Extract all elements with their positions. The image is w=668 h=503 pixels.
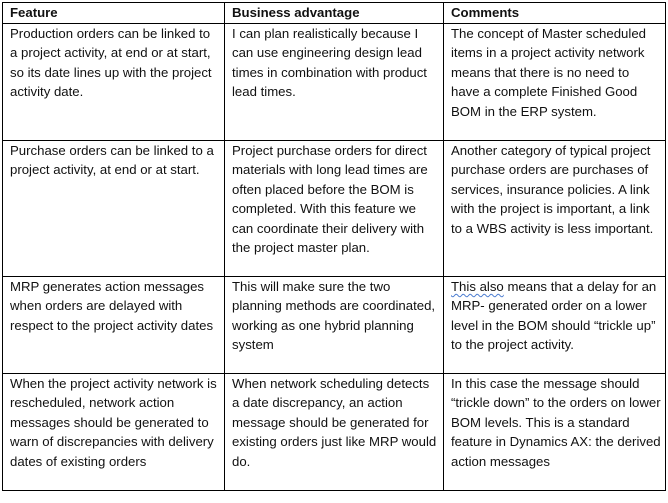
header-business-advantage: Business advantage bbox=[225, 3, 444, 24]
business-advantage-cell: I can plan realistically because I can use engineering design lead times in combination with product lead times. bbox=[225, 24, 444, 141]
spellcheck-flagged-text: This also bbox=[451, 279, 504, 294]
table-header-row bbox=[3, 3, 666, 24]
table-row bbox=[3, 141, 666, 277]
comments-cell: The concept of Master scheduled items in a project activity network means that there is no need to have a complete Finished Good BOM in the ERP system. bbox=[444, 24, 666, 141]
feature-cell: When the project activity network is rescheduled, network action messages should be generated to warn of discrepancies with delivery dates of existing orders bbox=[3, 374, 225, 491]
comments-cell: In this case the message should “trickle down” to the orders on lower BOM levels. This is a standard feature in Dynamics AX: the derived action messages bbox=[444, 374, 666, 491]
header-feature: Feature bbox=[3, 3, 225, 24]
table-row bbox=[3, 374, 666, 491]
business-advantage-cell: Project purchase orders for direct materials with long lead times are often placed before the BOM is completed. With this feature we can coordinate their delivery with the project master plan. bbox=[225, 141, 444, 277]
feature-cell: Production orders can be linked to a project activity, at end or at start, so its date lines up with the project activity date. bbox=[3, 24, 225, 141]
business-advantage-cell: This will make sure the two planning methods are coordinated, working as one hybrid planning system bbox=[225, 277, 444, 374]
feature-cell: Purchase orders can be linked to a project activity, at end or at start. bbox=[3, 141, 225, 277]
feature-cell: MRP generates action messages when orders are delayed with respect to the project activity dates bbox=[3, 277, 225, 374]
comments-text: means that a delay for an MRP- generated order on a lower level in the BOM should “trickle up” to the project activity. bbox=[451, 279, 657, 353]
feature-comparison-table bbox=[2, 2, 666, 491]
header-comments: Comments bbox=[444, 3, 666, 24]
table-row bbox=[3, 277, 666, 374]
comments-cell: Another category of typical project purchase orders are purchases of services, insurance policies. A link with the project is important, a link to a WBS activity is less important. bbox=[444, 141, 666, 277]
table-row bbox=[3, 24, 666, 141]
business-advantage-cell: When network scheduling detects a date discrepancy, an action message should be generated for existing orders just like MRP would do. bbox=[225, 374, 444, 491]
comments-cell bbox=[444, 277, 666, 374]
